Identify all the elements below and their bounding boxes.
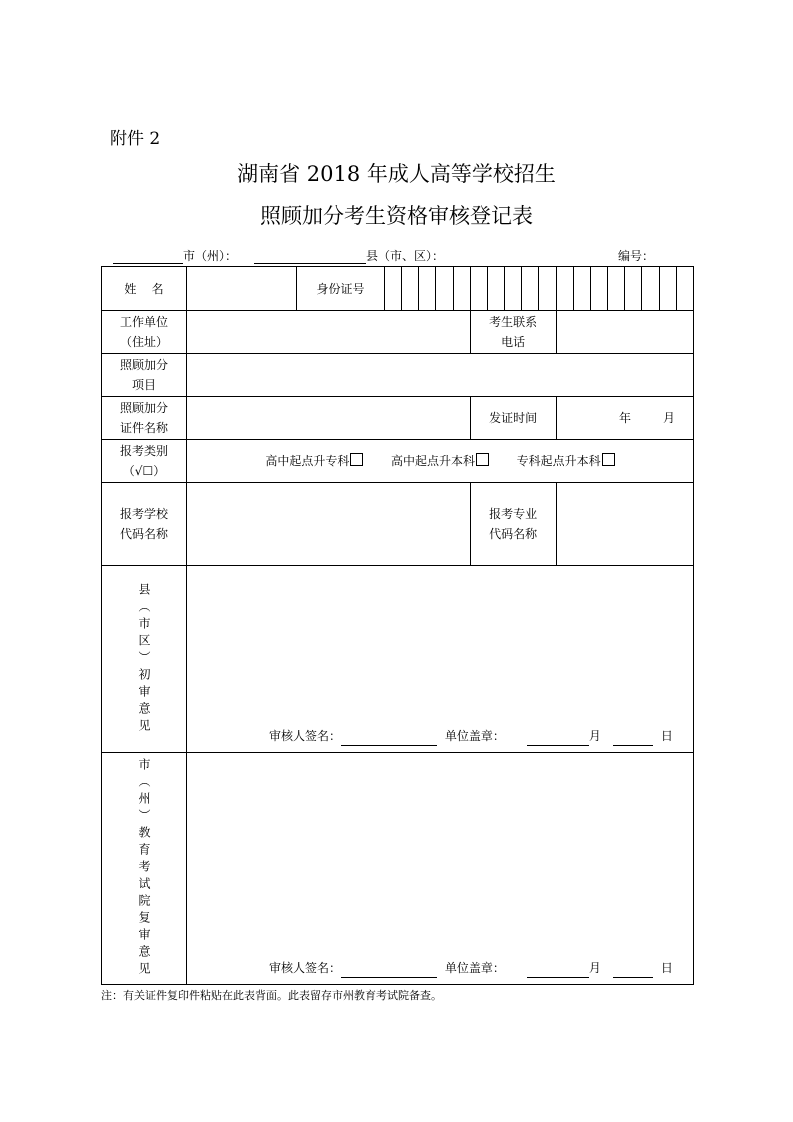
id-digit[interactable] bbox=[470, 267, 487, 311]
option-high-to-junior[interactable]: 高中起点升专科 bbox=[265, 454, 363, 468]
option-high-to-bachelor[interactable]: 高中起点升本科 bbox=[391, 454, 489, 468]
id-digit[interactable] bbox=[419, 267, 436, 311]
checkbox[interactable] bbox=[476, 453, 489, 466]
seal-label: 单位盖章： bbox=[444, 729, 505, 743]
county-signature-row bbox=[269, 726, 673, 746]
id-label: 身份证号 bbox=[297, 267, 385, 311]
category-options bbox=[187, 440, 694, 483]
month-label: 月 bbox=[588, 729, 601, 743]
work-unit-label: 工作单位 （住址） bbox=[102, 311, 187, 354]
day-field[interactable] bbox=[613, 733, 653, 746]
bonus-item-input[interactable] bbox=[187, 354, 694, 397]
reviewer-label: 审核人签名： bbox=[269, 961, 342, 975]
id-digit[interactable] bbox=[436, 267, 453, 311]
issue-time-input[interactable] bbox=[556, 397, 693, 440]
day-field[interactable] bbox=[613, 965, 653, 978]
id-digit[interactable] bbox=[402, 267, 419, 311]
reviewer-signature-field[interactable] bbox=[341, 733, 437, 746]
school-input[interactable] bbox=[187, 483, 471, 566]
county-label: 县（市、区）： bbox=[366, 249, 445, 263]
checkbox[interactable] bbox=[602, 453, 615, 466]
issue-time-label: 发证时间 bbox=[470, 397, 556, 440]
city-opinion-label: 市（州）教育考试院复审意见 bbox=[102, 753, 187, 985]
day-label: 日 bbox=[660, 729, 673, 743]
major-input[interactable] bbox=[556, 483, 693, 566]
footnote: 注：有关证件复印件粘贴在此表背面。此表留存市州教育考试院备查。 bbox=[101, 989, 442, 1002]
id-digit[interactable] bbox=[505, 267, 522, 311]
reviewer-label: 审核人签名： bbox=[269, 729, 342, 743]
number-label: 编号： bbox=[618, 249, 655, 263]
county-opinion-area[interactable] bbox=[187, 566, 694, 753]
id-digit[interactable] bbox=[539, 267, 556, 311]
page-title-line2: 照顾加分考生资格审核登记表 bbox=[260, 204, 533, 228]
day-label: 日 bbox=[660, 961, 673, 975]
id-digit[interactable] bbox=[642, 267, 659, 311]
name-input[interactable] bbox=[187, 267, 297, 311]
id-digit[interactable] bbox=[659, 267, 676, 311]
major-label: 报考专业 代码名称 bbox=[470, 483, 556, 566]
registration-form bbox=[101, 266, 694, 985]
year-label: 年 bbox=[618, 411, 631, 425]
id-digit[interactable] bbox=[608, 267, 625, 311]
city-label: 市（州）： bbox=[183, 249, 238, 263]
city-opinion-area[interactable] bbox=[187, 753, 694, 985]
cert-name-input[interactable] bbox=[187, 397, 471, 440]
work-unit-input[interactable] bbox=[187, 311, 471, 354]
id-digit[interactable] bbox=[590, 267, 607, 311]
county-opinion-label: 县（市区）初审意见 bbox=[102, 566, 187, 753]
month-field[interactable] bbox=[527, 733, 589, 746]
id-digit[interactable] bbox=[625, 267, 642, 311]
id-digit[interactable] bbox=[573, 267, 590, 311]
checkbox[interactable] bbox=[350, 453, 363, 466]
city-field[interactable] bbox=[113, 247, 237, 264]
id-digit[interactable] bbox=[385, 267, 402, 311]
reviewer-signature-field[interactable] bbox=[341, 965, 437, 978]
month-field[interactable] bbox=[527, 965, 589, 978]
city-signature-row bbox=[269, 958, 673, 978]
id-digit[interactable] bbox=[676, 267, 693, 311]
seal-label: 单位盖章： bbox=[444, 961, 505, 975]
id-digit[interactable] bbox=[487, 267, 504, 311]
cert-name-label: 照顾加分 证件名称 bbox=[102, 397, 187, 440]
category-label: 报考类别 （√☐） bbox=[102, 440, 187, 483]
school-label: 报考学校 代码名称 bbox=[102, 483, 187, 566]
id-digit[interactable] bbox=[522, 267, 539, 311]
county-field[interactable] bbox=[254, 247, 444, 264]
page-title-line1: 湖南省 2018 年成人高等学校招生 bbox=[237, 162, 556, 186]
attachment-label: 附件 2 bbox=[110, 129, 161, 149]
phone-input[interactable] bbox=[556, 311, 693, 354]
phone-label: 考生联系 电话 bbox=[470, 311, 556, 354]
id-digit[interactable] bbox=[453, 267, 470, 311]
option-junior-to-bachelor[interactable]: 专科起点升本科 bbox=[517, 454, 615, 468]
id-digit[interactable] bbox=[556, 267, 573, 311]
name-label: 姓 名 bbox=[102, 267, 187, 311]
month-label: 月 bbox=[662, 411, 675, 425]
month-label: 月 bbox=[588, 961, 601, 975]
bonus-item-label: 照顾加分 项目 bbox=[102, 354, 187, 397]
